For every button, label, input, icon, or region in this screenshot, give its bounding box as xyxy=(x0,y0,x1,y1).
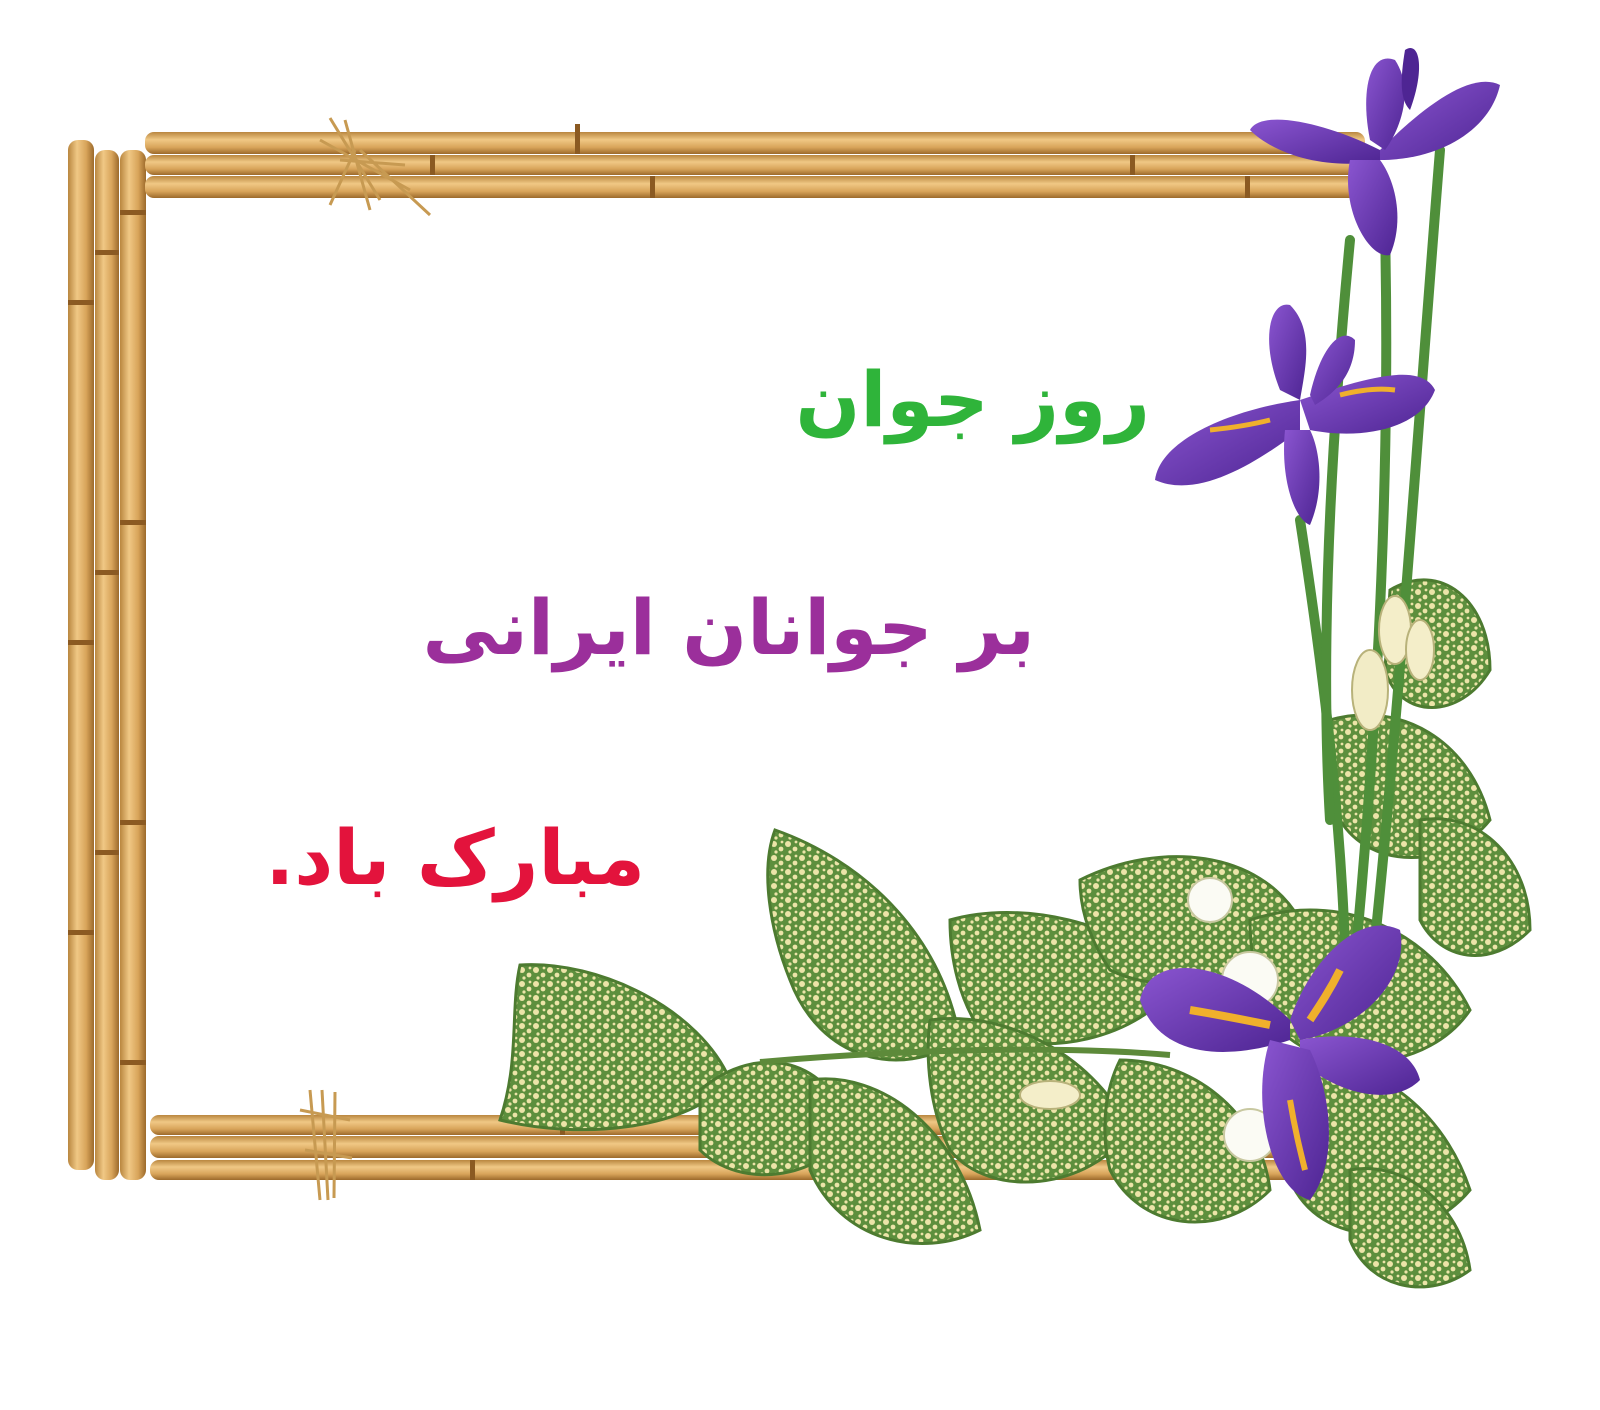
twine-knot-icon xyxy=(300,118,430,1200)
greeting-line-1: روز جوان xyxy=(795,355,1150,444)
greeting-line-3: مبارک باد. xyxy=(265,813,645,902)
greeting-line-2: بر جوانان ایرانی xyxy=(422,583,1035,672)
